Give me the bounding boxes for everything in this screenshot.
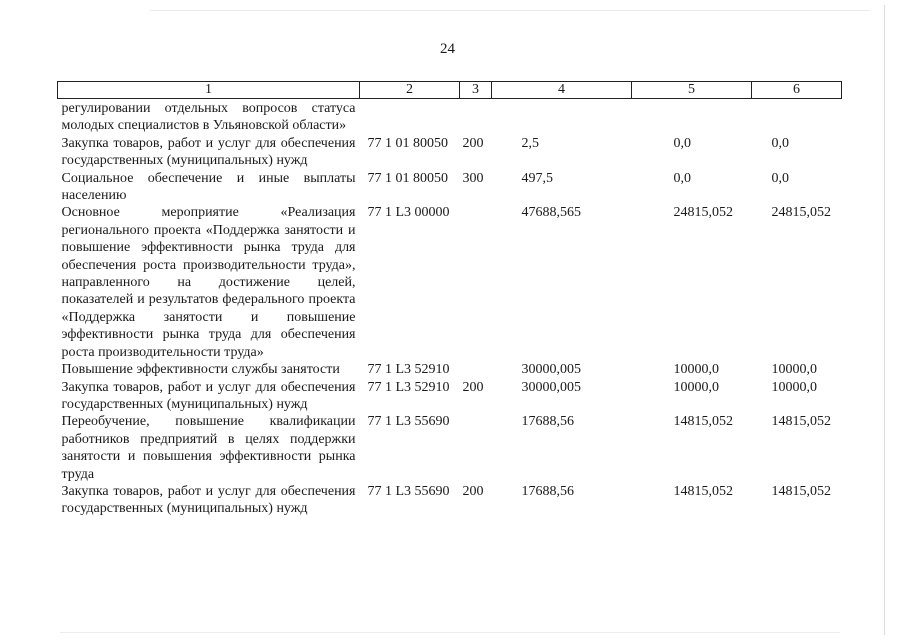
header-col-1: 1 (58, 82, 360, 99)
row-col4: 30000,005 (521, 379, 581, 395)
table-row (58, 413, 842, 483)
row-code: 77 1 L3 52910 (367, 379, 450, 395)
table-row (58, 204, 842, 361)
row-code: 77 1 01 80050 (367, 135, 448, 151)
row-col4: 2,5 (521, 135, 539, 151)
row-code: 77 1 L3 52910 (367, 362, 450, 378)
row-name: Повышение эффективности службы занятости (61, 362, 340, 378)
row-col5: 24815,052 (673, 205, 733, 221)
row-col4: 30000,005 (521, 362, 581, 378)
row-name: Закупка товаров, работ и услуг для обеспечения государственных (муниципальных) нужд (61, 483, 356, 517)
row-vr: 200 (462, 379, 484, 395)
header-col-3: 3 (460, 82, 492, 99)
row-col5: 10000,0 (673, 379, 719, 395)
row-col4: 47688,565 (521, 205, 581, 221)
row-code: 77 1 L3 55690 (367, 483, 450, 499)
row-vr (460, 413, 492, 483)
row-name: Основное мероприятие «Реализация регионального проекта «Поддержка занятости и повышение эффективности рынка труда для обеспечения роста производительности труда», направленного на достижение целей, показателей и результатов федерального проекта «Поддержка занятости и повышение эффективности рынка труда для обеспечения роста производительности труда» (61, 205, 356, 360)
row-vr: 300 (462, 170, 484, 186)
row-vr (460, 204, 492, 361)
row-col4: 17688,56 (521, 414, 574, 430)
header-col-4: 4 (492, 82, 632, 99)
table-row (58, 135, 842, 170)
row-col5 (632, 99, 752, 135)
page-number: 24 (440, 41, 455, 57)
header-col-5: 5 (632, 82, 752, 99)
row-name: регулировании отдельных вопросов статуса молодых специалистов в Ульяновской области» (61, 101, 356, 134)
row-col5: 0,0 (673, 170, 691, 186)
row-vr (460, 361, 492, 378)
row-name: Переобучение, повышение квалификации работников предприятий в целях поддержки занятости и повышения эффективности рынка труда (61, 414, 356, 482)
scan-bottom-speckle (60, 632, 840, 633)
table-header-row (58, 82, 842, 99)
header-col-6: 6 (752, 82, 842, 99)
row-code: 77 1 L3 55690 (367, 414, 450, 430)
row-name: Закупка товаров, работ и услуг для обеспечения государственных (муниципальных) нужд (61, 379, 356, 412)
row-col6: 0,0 (771, 170, 789, 186)
table-row (58, 170, 842, 205)
row-col5: 10000,0 (673, 362, 719, 378)
table-row (58, 483, 842, 518)
row-vr: 200 (462, 135, 484, 151)
row-col5: 14815,052 (673, 483, 733, 499)
scan-edge-line (884, 5, 885, 635)
row-col4 (492, 99, 632, 135)
row-col6: 10000,0 (771, 379, 817, 395)
row-col6: 14815,052 (771, 483, 831, 499)
row-code: 77 1 01 80050 (367, 170, 448, 186)
row-name: Закупка товаров, работ и услуг для обеспечения государственных (муниципальных) нужд (61, 135, 356, 169)
scan-top-speckle (150, 10, 870, 11)
row-col4: 17688,56 (521, 483, 574, 499)
header-col-2: 2 (360, 82, 460, 99)
table-row (58, 361, 842, 378)
row-col5: 14815,052 (673, 414, 733, 430)
row-col6 (752, 99, 842, 135)
row-vr: 200 (462, 483, 484, 499)
row-col6: 0,0 (771, 135, 789, 151)
row-col6: 14815,052 (771, 414, 831, 430)
row-name: Социальное обеспечение и иные выплаты населению (61, 170, 356, 204)
row-col6: 24815,052 (771, 205, 831, 221)
row-code: 77 1 L3 00000 (367, 205, 450, 221)
budget-table (57, 81, 842, 518)
row-col6: 10000,0 (771, 362, 817, 378)
table-row (58, 99, 842, 135)
table-row (58, 379, 842, 414)
row-vr (460, 99, 492, 135)
row-code (360, 99, 460, 135)
row-col4: 497,5 (521, 170, 553, 186)
row-col5: 0,0 (673, 135, 691, 151)
